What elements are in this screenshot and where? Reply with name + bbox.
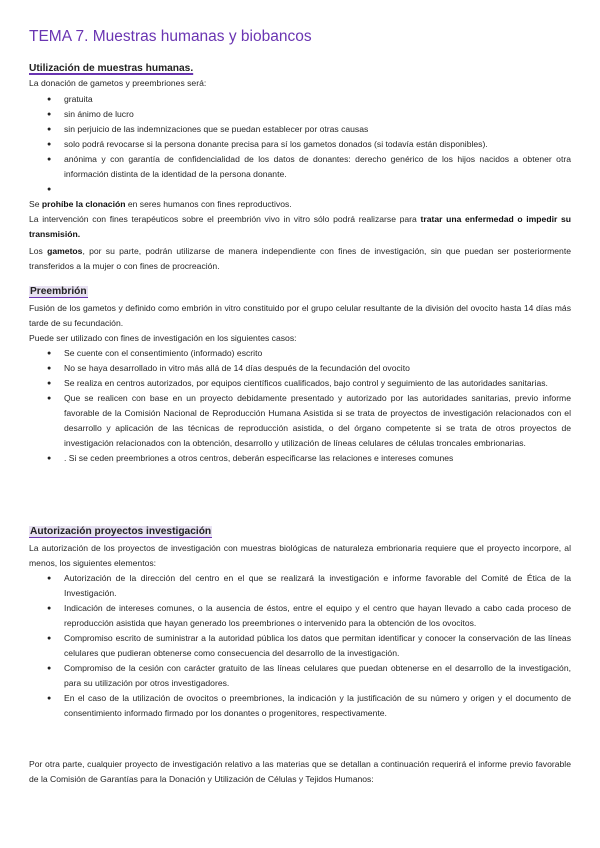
paragraph-clonacion: Se prohíbe la clonación en seres humanos con fines reproductivos. <box>29 199 292 209</box>
list-item: ● solo podrá revocarse si la persona donante precisa para sí los gametos donados (si todavía están disponibles). <box>0 137 571 152</box>
paragraph-intervencion: La intervención con fines terapéuticos sobre el preembrión vivo in vitro sólo podrá realizarse para tratar una enfermedad o impedir su transmisión. <box>29 214 571 239</box>
list-item: ● Compromiso escrito de suministrar a la autoridad pública los datos que permitan identificar y conocer la conservación de las líneas celulares que pudieran obtenerse como consecuencia del desarrollo de la investigación. <box>0 631 571 661</box>
section-heading-utilizacion: Utilización de muestras humanas. <box>29 63 194 74</box>
list-item: ● Se realiza en centros autorizados, por equipos científicos cualificados, bajo control y seguimiento de las autoridades sanitarias. <box>0 376 571 391</box>
list-item: ● Autorización de la dirección del centro en el que se realizará la investigación e informe favorable del Comité de Ética de la Investigación. <box>0 571 571 601</box>
list-item: ● Indicación de intereses comunes, o la ausencia de éstos, entre el equipo y el centro que hayan llevado a cabo cada proceso de reproducción asistida que hayan generado los preembriones o intervenido para la obtención de los ovocitos. <box>0 601 571 631</box>
section-heading-preembrion: Preembrión <box>30 286 87 297</box>
paragraph-comision: Por otra parte, cualquier proyecto de investigación relativo a las materias que se detallan a continuación requerirá el informe previo favorable de la Comisión de Garantías para la Donación y Utilización de Células y Tejidos Humanos: <box>29 759 571 784</box>
list-item: ● Que se realicen con base en un proyecto debidamente presentado y autorizado por las autoridades sanitarias, previo informe favorable de la Comisión Nacional de Reproducción Humana Asistida si se trata de proyectos de investigación relacionados con el desarrollo y aplicación de las técnicas de reproducción asistida, o del órgano competente si se trata de otros proyectos de investigación relacionados con la obtención, desarrollo y utilización de líneas celulares de células troncales embrionarias. <box>0 391 571 451</box>
section-heading-autorizacion: Autorización proyectos investigación <box>30 526 212 537</box>
list-item: ● anónima y con garantía de confidencialidad de los datos de donantes: derecho genérico de los hijos nacidos a obtener otra información distinta de la identidad de la persona donante. <box>0 152 571 182</box>
paragraph-preembrion-def: Fusión de los gametos y definido como embrión in vitro constituido por el grupo celular resultante de la división del ovocito hasta 14 días más tarde de su fecundación. <box>29 303 571 328</box>
list-item <box>0 182 571 197</box>
list-item: ● sin perjuicio de las indemnizaciones que se puedan establecer por otras causas <box>0 122 571 137</box>
paragraph-intro: La donación de gametos y preembriones será: <box>29 78 207 88</box>
list-item: ● Compromiso de la cesión con carácter gratuito de las líneas celulares que puedan obtenerse en el desarrollo de la investigación, para su utilización por otros investigadores. <box>0 661 571 691</box>
list-item: ● sin ánimo de lucro <box>0 107 571 122</box>
list-item: ● Se cuente con el consentimiento (informado) escrito <box>0 346 571 361</box>
bullet-list-autorizacion <box>0 571 571 721</box>
list-item: ● No se haya desarrollado in vitro más allá de 14 días después de la fecundación del ovocito <box>0 361 571 376</box>
list-item: ● gratuita <box>0 92 571 107</box>
paragraph-preembrion-casos: Puede ser utilizado con fines de investigación en los siguientes casos: <box>29 333 297 343</box>
list-item: ● En el caso de la utilización de ovocitos o preembriones, la indicación y la justificación de su número y origen y el documento de consentimiento informado firmado por los donantes o progenitores, respectivamente. <box>0 691 571 721</box>
list-item: ● . Si se ceden preembriones a otros centros, deberán especificarse las relaciones e intereses comunes <box>0 451 571 466</box>
paragraph-autorizacion: La autorización de los proyectos de investigación con muestras biológicas de naturaleza embrionaria requiere que el proyecto incorpore, al menos, los siguientes elementos: <box>29 543 571 568</box>
paragraph-gametos: Los gametos, por su parte, podrán utilizarse de manera independiente con fines de investigación, sin que puedan ser posteriormente transferidos a la mujer o con fines de procreación. <box>29 246 571 271</box>
bullet-list-preembrion <box>0 346 571 466</box>
bullet-list-donacion <box>0 92 571 197</box>
page-title: TEMA 7. Muestras humanas y biobancos <box>29 28 312 45</box>
